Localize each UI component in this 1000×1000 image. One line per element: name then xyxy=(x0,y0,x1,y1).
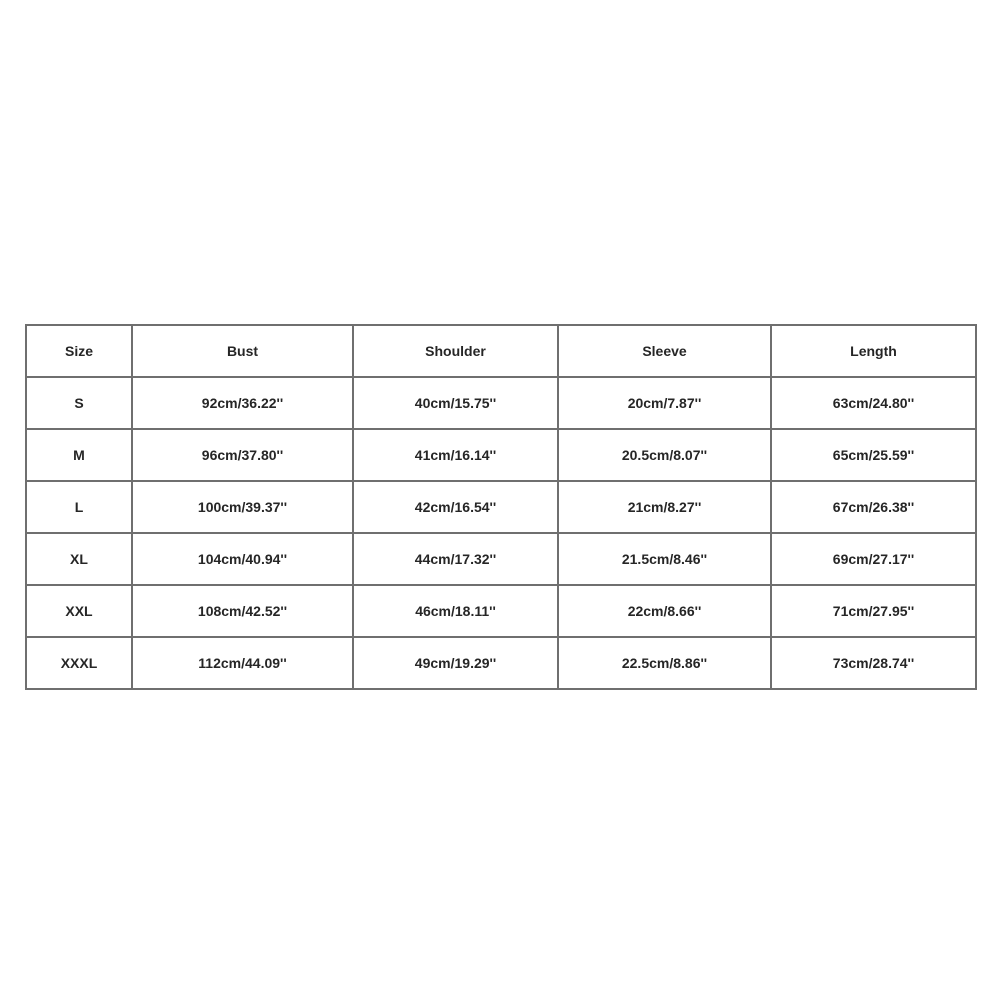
header-row xyxy=(26,325,976,377)
shoulder-cell: 41cm/16.14'' xyxy=(353,429,558,481)
table-row xyxy=(26,481,976,533)
sleeve-cell: 21.5cm/8.46'' xyxy=(558,533,771,585)
length-cell: 71cm/27.95'' xyxy=(771,585,976,637)
size-cell: XXXL xyxy=(26,637,132,689)
size-cell: M xyxy=(26,429,132,481)
table-row xyxy=(26,585,976,637)
shoulder-cell: 49cm/19.29'' xyxy=(353,637,558,689)
header-sleeve: Sleeve xyxy=(558,325,771,377)
table-row xyxy=(26,429,976,481)
size-cell: XXL xyxy=(26,585,132,637)
sleeve-cell: 20.5cm/8.07'' xyxy=(558,429,771,481)
bust-cell: 108cm/42.52'' xyxy=(132,585,353,637)
length-cell: 73cm/28.74'' xyxy=(771,637,976,689)
sleeve-cell: 22.5cm/8.86'' xyxy=(558,637,771,689)
sleeve-cell: 20cm/7.87'' xyxy=(558,377,771,429)
header-shoulder: Shoulder xyxy=(353,325,558,377)
bust-cell: 112cm/44.09'' xyxy=(132,637,353,689)
table-row xyxy=(26,377,976,429)
table-row xyxy=(26,637,976,689)
length-cell: 63cm/24.80'' xyxy=(771,377,976,429)
sleeve-cell: 21cm/8.27'' xyxy=(558,481,771,533)
header-bust: Bust xyxy=(132,325,353,377)
bust-cell: 100cm/39.37'' xyxy=(132,481,353,533)
header-length: Length xyxy=(771,325,976,377)
length-cell: 69cm/27.17'' xyxy=(771,533,976,585)
table-row xyxy=(26,533,976,585)
size-cell: L xyxy=(26,481,132,533)
sleeve-cell: 22cm/8.66'' xyxy=(558,585,771,637)
shoulder-cell: 44cm/17.32'' xyxy=(353,533,558,585)
size-cell: S xyxy=(26,377,132,429)
shoulder-cell: 42cm/16.54'' xyxy=(353,481,558,533)
bust-cell: 96cm/37.80'' xyxy=(132,429,353,481)
shoulder-cell: 46cm/18.11'' xyxy=(353,585,558,637)
length-cell: 65cm/25.59'' xyxy=(771,429,976,481)
length-cell: 67cm/26.38'' xyxy=(771,481,976,533)
bust-cell: 104cm/40.94'' xyxy=(132,533,353,585)
size-cell: XL xyxy=(26,533,132,585)
shoulder-cell: 40cm/15.75'' xyxy=(353,377,558,429)
header-size: Size xyxy=(26,325,132,377)
size-chart-table xyxy=(25,324,977,690)
bust-cell: 92cm/36.22'' xyxy=(132,377,353,429)
